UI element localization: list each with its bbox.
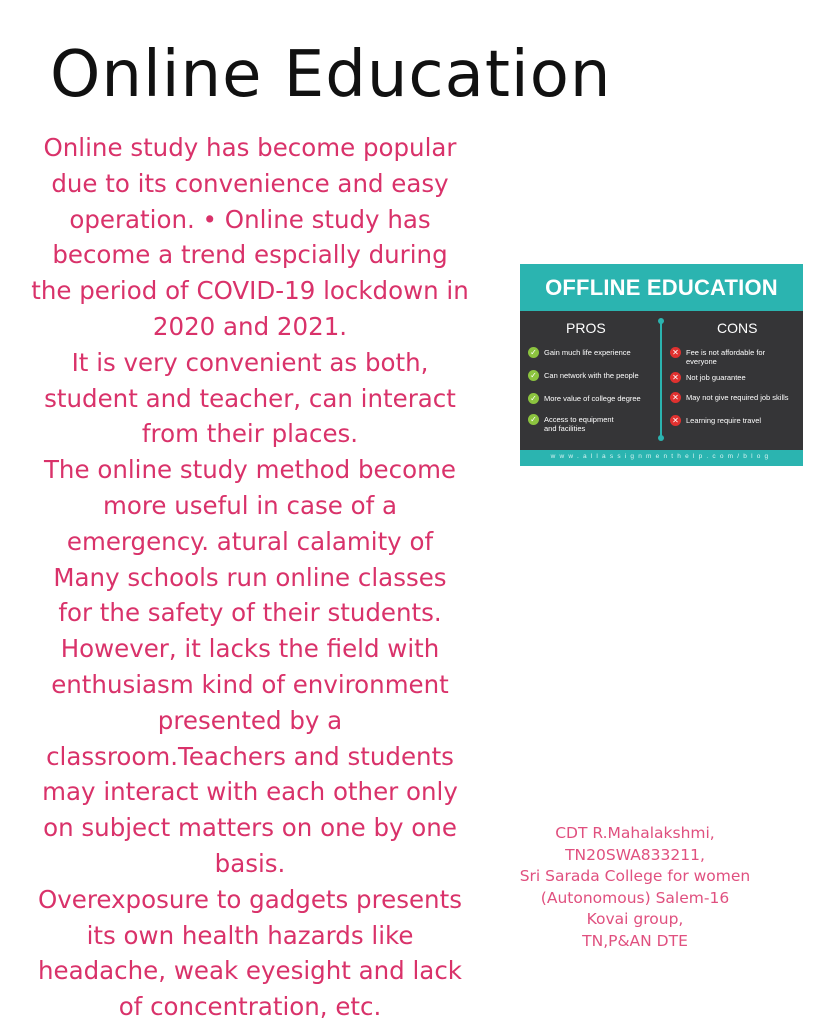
author-credit	[490, 823, 780, 952]
cross-circle-icon: ✕	[670, 347, 681, 358]
pro-item-text: More value of college degree	[544, 394, 641, 403]
body-line: of concentration, etc.	[118, 992, 382, 1022]
pro-item	[528, 347, 654, 358]
body-line: student and teacher, can interact	[44, 383, 456, 413]
pro-item	[528, 414, 628, 433]
infographic-footer	[520, 450, 803, 470]
con-item-text: Not job guarantee	[686, 373, 746, 382]
credit-line: CDT R.Mahalakshmi,	[555, 824, 715, 842]
footer-url: www.allassignmenthelp.com/blog	[550, 453, 773, 460]
pro-item-text: Access to equipment and facilities	[544, 415, 614, 433]
body-line: on subject matters on one by one	[43, 813, 457, 843]
credit-line: Sri Sarada College for women	[519, 867, 751, 885]
offline-education-infographic	[520, 264, 803, 470]
cons-heading: CONS	[717, 320, 758, 336]
body-line: It is very convenient as both,	[71, 347, 429, 377]
body-line: the period of COVID-19 lockdown in	[31, 276, 469, 306]
con-item	[670, 392, 790, 403]
body-line: However, it lacks the field with	[60, 634, 440, 664]
body-line: more useful in case of a	[102, 490, 397, 520]
body-line: Online study has become popular	[43, 133, 457, 162]
body-line: operation. • Online study has	[69, 204, 431, 234]
pros-heading: PROS	[566, 320, 606, 336]
footer-bar	[520, 466, 803, 470]
check-circle-icon: ✓	[528, 347, 539, 358]
con-item-text: May not give required job skills	[686, 393, 789, 402]
body-line: for the safety of their students.	[58, 598, 442, 628]
cross-circle-icon: ✕	[670, 415, 681, 426]
check-circle-icon: ✓	[528, 414, 539, 425]
divider-dot	[658, 318, 664, 324]
pro-item	[528, 393, 654, 404]
pro-item-text: Gain much life experience	[544, 348, 631, 357]
cross-circle-icon: ✕	[670, 372, 681, 383]
pro-item	[528, 370, 654, 381]
body-text	[0, 130, 500, 1025]
body-line: The online study method become	[43, 455, 457, 485]
column-divider	[660, 322, 662, 438]
body-line: emergency. atural calamity of	[66, 526, 434, 556]
con-item-text: Fee is not affordable for everyone	[686, 348, 766, 366]
check-circle-icon: ✓	[528, 370, 539, 381]
credit-line: TN20SWA833211,	[565, 845, 705, 864]
body-line: 2020 and 2021.	[152, 311, 348, 341]
body-line: may interact with each other only	[42, 777, 458, 807]
divider-dot	[658, 435, 664, 441]
con-item	[670, 415, 798, 426]
body-line: headache, weak eyesight and lack	[38, 956, 462, 986]
body-line: basis.	[214, 848, 286, 878]
pro-item-text: Can network with the people	[544, 371, 639, 380]
con-item	[670, 347, 788, 366]
body-line: Overexposure to gadgets presents	[38, 884, 462, 914]
body-line: from their places.	[141, 419, 359, 449]
body-line: enthusiasm kind of environment	[51, 669, 449, 699]
page-title: Online Education	[50, 38, 612, 112]
con-item-text: Learning require travel	[686, 416, 762, 425]
check-circle-icon: ✓	[528, 393, 539, 404]
credit-line: Kovai group,	[586, 910, 684, 928]
body-line: Many schools run online classes	[53, 562, 447, 592]
body-line: its own health hazards like	[86, 920, 414, 950]
body-line: due to its convenience and easy	[51, 168, 449, 198]
body-line: presented by a	[157, 705, 343, 735]
credit-line: TN,P&AN DTE	[582, 931, 688, 950]
body-line: classroom.Teachers and students	[46, 741, 454, 771]
body-line: become a trend espcially during	[52, 240, 448, 270]
credit-line: (Autonomous) Salem-16	[540, 888, 730, 907]
infographic-title: OFFLINE EDUCATION	[520, 264, 803, 311]
con-item	[670, 372, 798, 383]
cross-circle-icon: ✕	[670, 392, 681, 403]
